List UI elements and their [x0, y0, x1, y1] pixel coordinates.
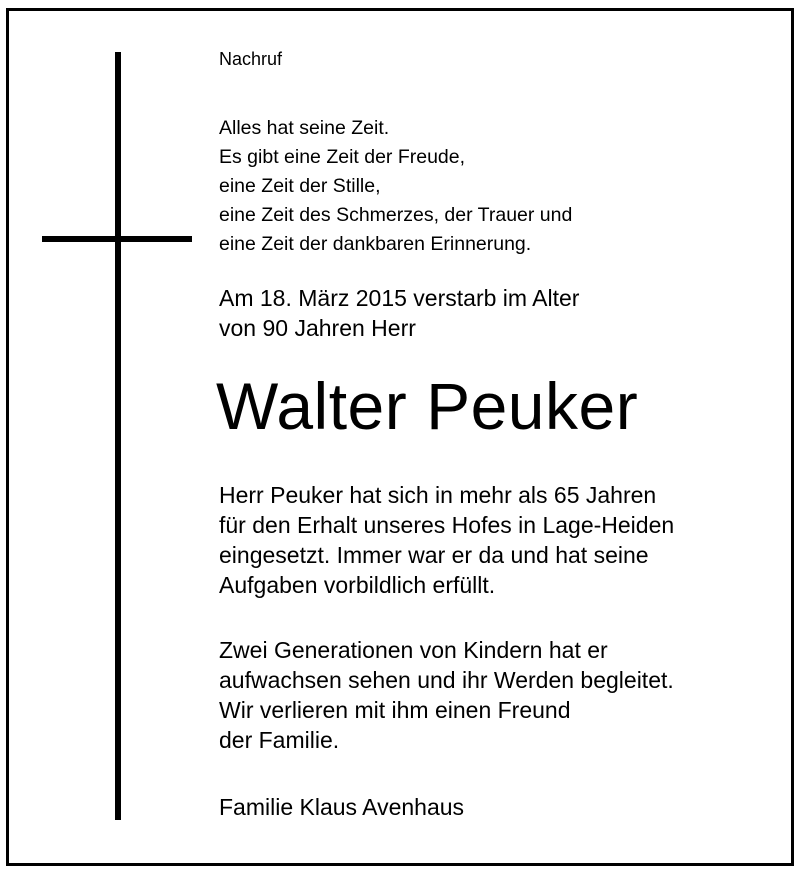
- motto-text: Alles hat seine Zeit. Es gibt eine Zeit der Freude, eine Zeit der Stille, eine Zeit des Schmerzes, der Trauer und eine Zeit der dankbaren Erinnerung.: [219, 117, 573, 255]
- obituary-heading: Nachruf: [219, 49, 283, 69]
- cross-horizontal-beam: [42, 236, 192, 242]
- death-announcement: Am 18. März 2015 verstarb im Alter von 90 Jahren Herr: [219, 285, 580, 341]
- tribute-paragraph-2: Zwei Generationen von Kindern hat er aufwachsen sehen und ihr Werden begleitet. Wir verlieren mit ihm einen Freund der Familie.: [219, 637, 674, 753]
- cross-vertical-beam: [115, 52, 121, 820]
- tribute-paragraph-1: Herr Peuker hat sich in mehr als 65 Jahren für den Erhalt unseres Hofes in Lage-Heiden eingesetzt. Immer war er da und hat seine Aufgaben vorbildlich erfüllt.: [219, 482, 675, 598]
- deceased-name: Walter Peuker: [216, 369, 639, 443]
- signature: Familie Klaus Avenhaus: [219, 794, 465, 820]
